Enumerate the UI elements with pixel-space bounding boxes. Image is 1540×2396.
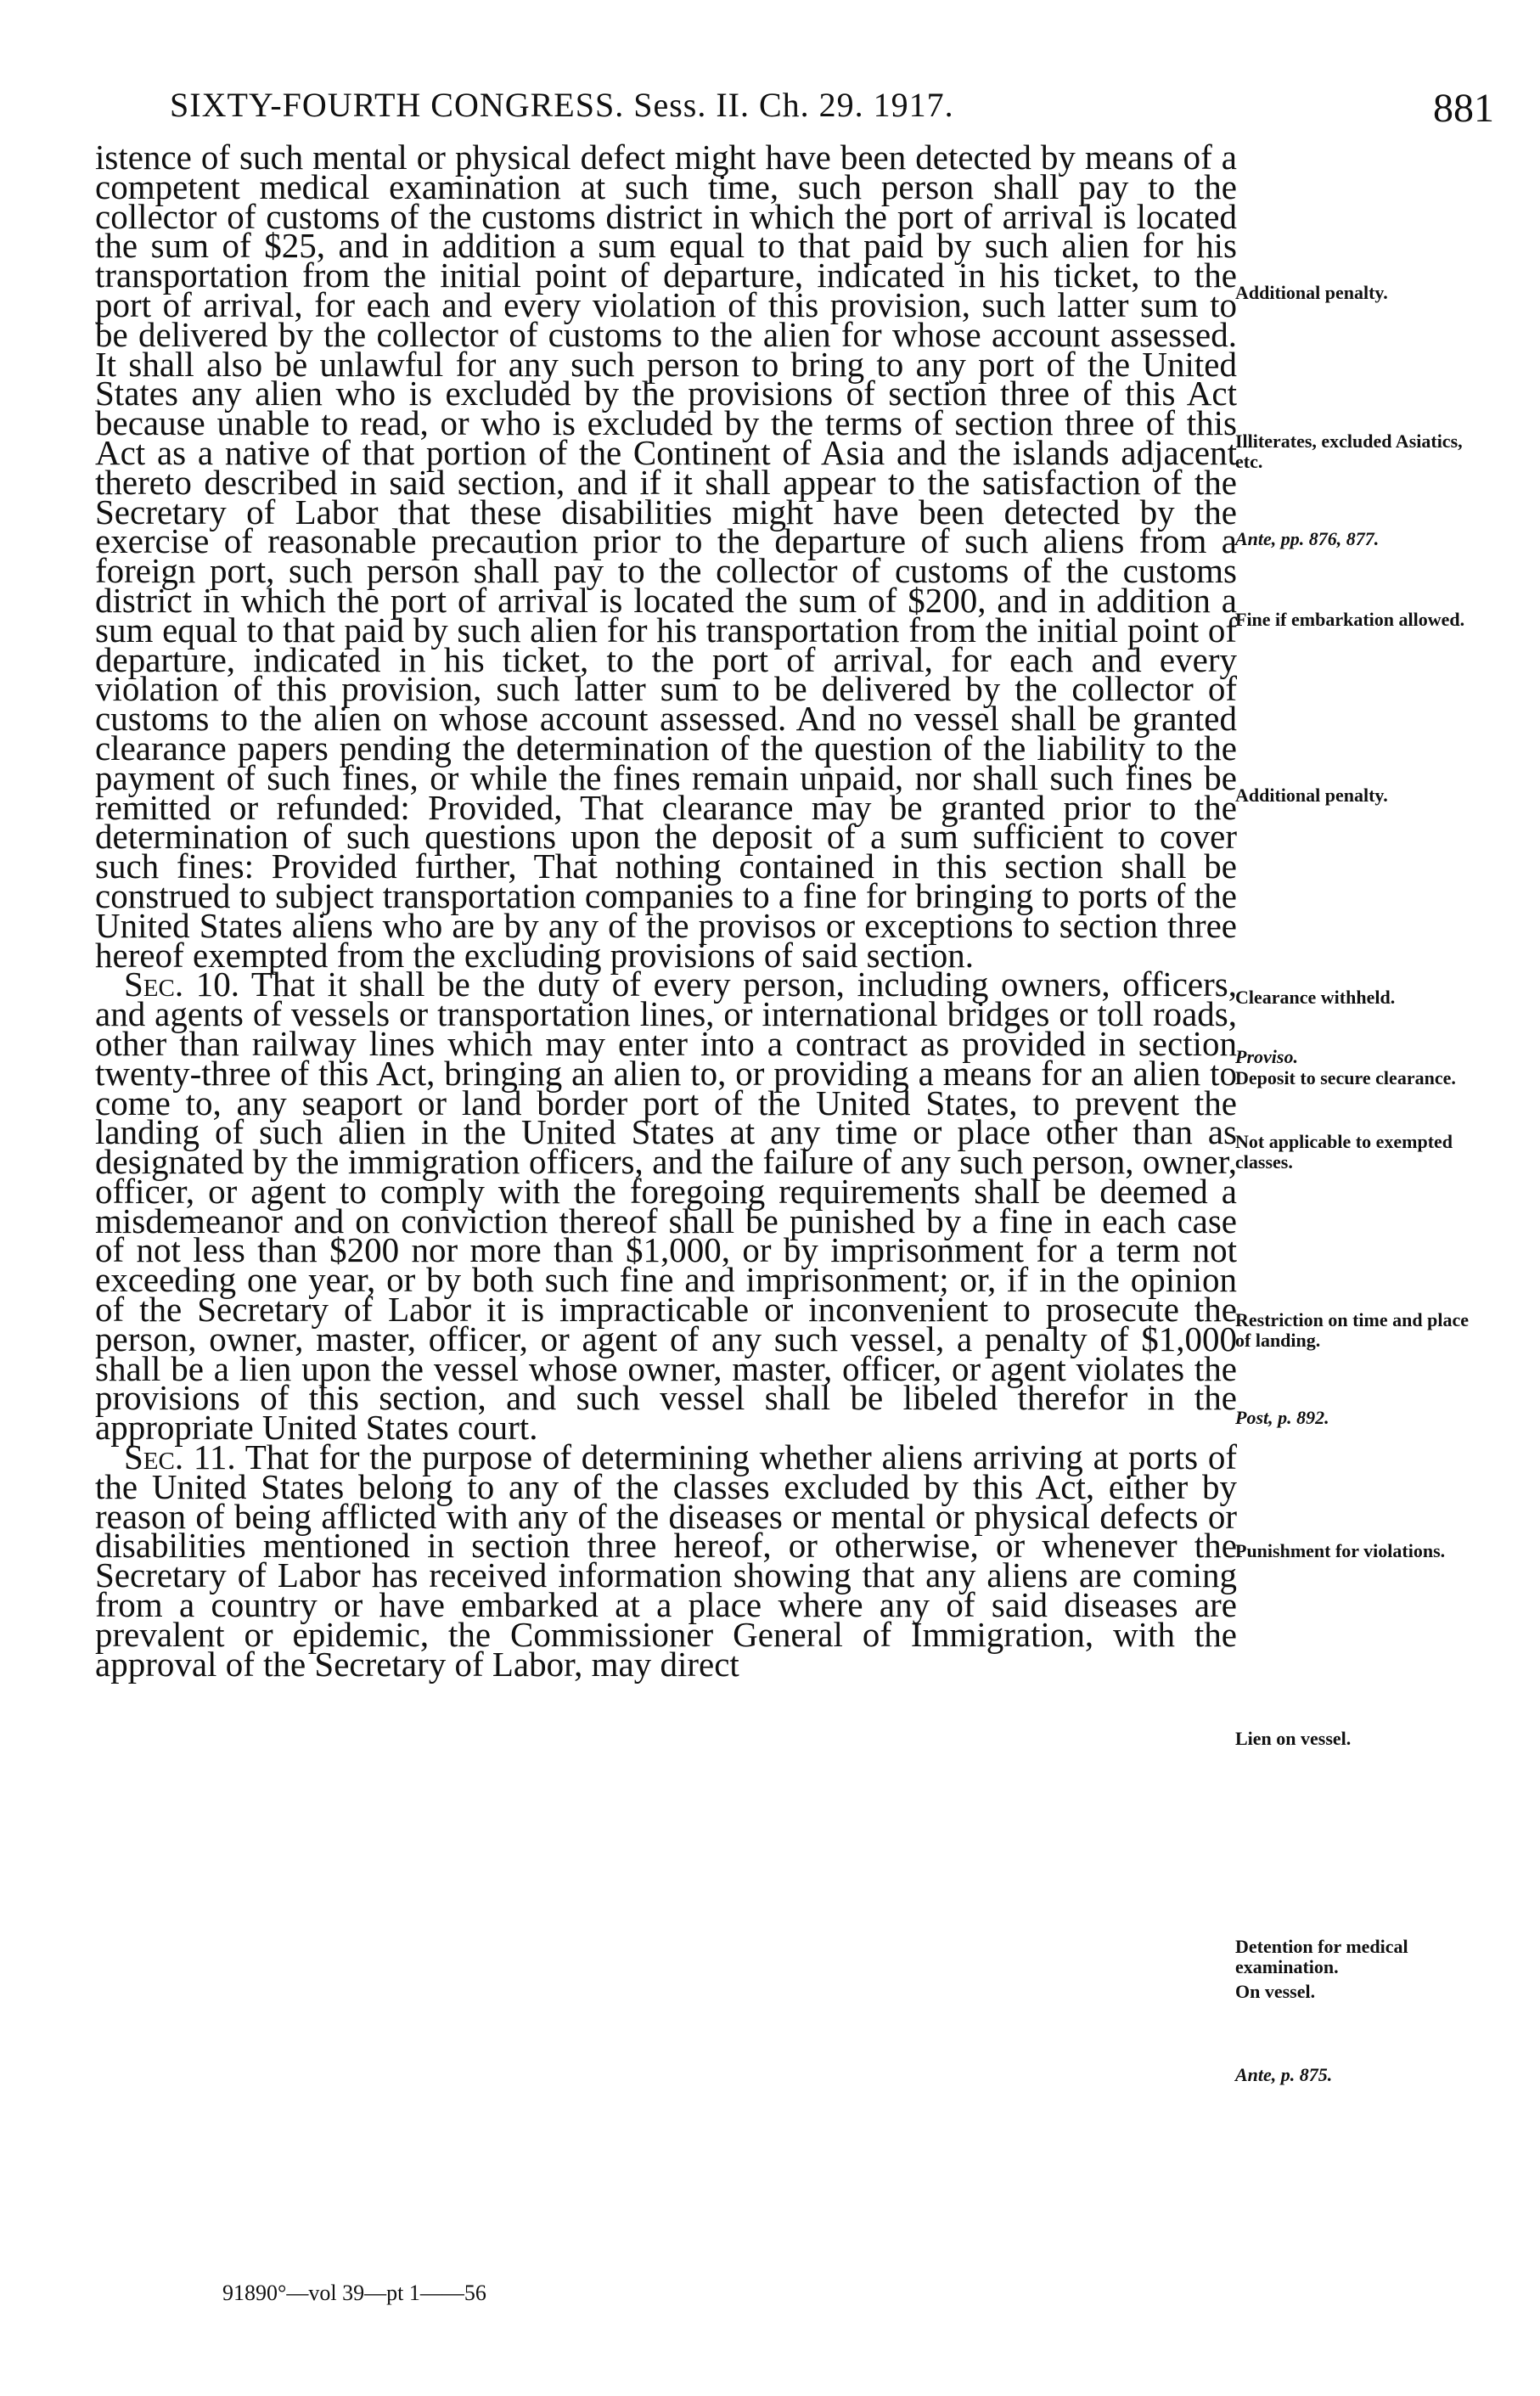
- sidenote-ante-reference-2: Ante, p. 875.: [1235, 2064, 1333, 2085]
- sidenote-deposit-clearance: Deposit to secure clearance.: [1235, 1067, 1456, 1088]
- sidenote-illiterates: Illiterates, excluded Asiatics, etc.: [1235, 430, 1463, 472]
- sidenote-detention-medical: Detention for medical examination.: [1235, 1936, 1408, 1977]
- section-10-label: Sec. 10.: [124, 965, 239, 1004]
- sidenote-additional-penalty-2: Additional penalty.: [1235, 785, 1388, 806]
- running-header: [170, 85, 1494, 136]
- sidenote-post-reference: Post, p. 892.: [1235, 1407, 1329, 1428]
- section-11-text: That for the purpose of determining whether aliens arriving at ports of the United States belong to any of the classes excluded by this Act, either by reason of being afflicted with any of the diseases or mental or physical defects or disabilities mentioned in section three hereof, or otherwise, or whenever the Secretary of Labor has received information showing that any aliens are coming from a country or have embarked at a place where any of said diseases are prevalent or epidemic, the Commissioner General of Immigration, with the approval of the Secretary of Labor, may direct: [95, 1437, 1237, 1684]
- paragraph-continuation: istence of such mental or physical defect might have been detected by means of a competent medical examination at such time, such person shall pay to the collector of customs of the customs district in which the port of arrival is located the sum of $25, and in addition a sum equal to that paid by such alien for his transportation from the initial point of departure, indicated in his ticket, to the port of arrival, for each and every violation of this provision, such latter sum to be delivered by the collector of customs to the alien for whose account assessed. It shall also be unlawful for any such person to bring to any port of the United States any alien who is excluded by the provisions of section three of this Act because unable to read, or who is excluded by the terms of section three of this Act as a native of that portion of the Continent of Asia and the islands adjacent thereto described in said section, and if it shall appear to the satisfaction of the Secretary of Labor that these disabilities might have been detected by the exercise of reasonable precaution prior to the departure of such aliens from a foreign port, such person shall pay to the collector of customs of the customs district in which the port of arrival is located the sum of $200, and in addition a sum equal to that paid by such alien for his transportation from the initial point of departure, indicated in his ticket, to the port of arrival, for each and every violation of this provision, such latter sum to be delivered by the collector of customs to the alien on whose account assessed. And no vessel shall be granted clearance papers pending the determination of the question of the liability to the payment of such fines, or while the fines remain unpaid, nor shall such fines be remitted or refunded: Provided, That clearance may be granted prior to the determination of such questions upon the deposit of a sum sufficient to cover such fines: Provided further, That nothing contained in this section shall be construed to subject transportation companies to a fine for bringing to ports of the United States aliens who are by any of the provisos or exceptions to section three hereof exempted from the excluding provisions of said section.: [95, 138, 1237, 975]
- sidenote-not-applicable: Not applicable to exempted classes.: [1235, 1131, 1453, 1173]
- sidenote-lien-vessel: Lien on vessel.: [1235, 1728, 1352, 1749]
- sidenote-fine-embarkation: Fine if embarkation allowed.: [1235, 609, 1465, 630]
- section-10-text: That it shall be the duty of every person, including owners, officers, and agents of vessels or transportation lines, or international bridges or toll roads, other than railway lines which may enter into a contract as provided in section twenty-three of this Act, bringing an alien to, or providing a means for an alien to come to, any seaport or land border port of the United States, to prevent the landing of such alien in the United States at any time or place other than as designated by the immigration officers, and the failure of any such person, owner, officer, or agent to comply with the foregoing requirements shall be deemed a misdemeanor and on conviction thereof shall be punished by a fine in each case of not less than $200 nor more than $1,000, or by imprisonment for a term not exceeding one year, or by both such fine and imprisonment; or, if in the opinion of the Secretary of Labor it is impracticable or inconvenient to prosecute the person, owner, master, officer, or agent of any such vessel, a penalty of $1,000 shall be a lien upon the vessel whose owner, master, officer, or agent violates the provisions of this section, and such vessel shall be libeled therefor in the appropriate United States court.: [95, 965, 1237, 1448]
- section-10: [95, 965, 1237, 1448]
- sidenote-restriction-landing: Restriction on time and place of landing.: [1235, 1309, 1469, 1351]
- section-11-label: Sec. 11.: [124, 1437, 236, 1477]
- sidenote-punishment: Punishment for violations.: [1235, 1540, 1446, 1561]
- signature-mark: 91890°—vol 39—pt 1——56: [222, 2281, 486, 2305]
- sidenote-clearance-withheld: Clearance withheld.: [1235, 987, 1396, 1008]
- sidenote-additional-penalty: Additional penalty.: [1235, 282, 1388, 303]
- sidenote-proviso: Proviso.: [1235, 1046, 1298, 1067]
- sidenote-on-vessel: On vessel.: [1235, 1981, 1316, 2002]
- running-title: SIXTY-FOURTH CONGRESS. Sess. II. Ch. 29. 1917.: [170, 86, 954, 124]
- sidenote-ante-reference: Ante, pp. 876, 877.: [1235, 528, 1380, 549]
- statute-text: [95, 138, 1237, 1684]
- page-number: 881: [1433, 86, 1494, 131]
- section-11: [95, 1437, 1237, 1684]
